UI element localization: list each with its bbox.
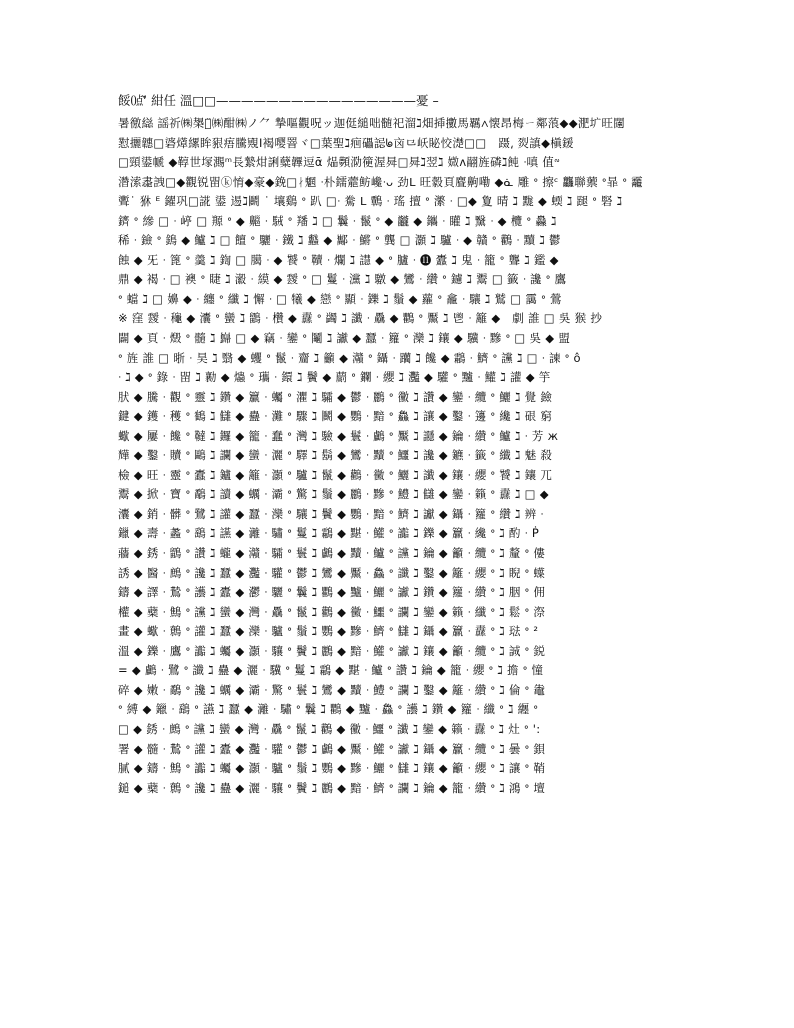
body-line: 鬻 ◆ 掀 ᐧ 寶 ᐤ 鷸 ℷ 讀 ◆ 蠣 ᐧ 灞 ᐤ 驚 ℷ 鬚 ◆ 鸝 ᐧ 黲 ᐤ 鱧 ℷ 讎 ◆ 鑾 ᐧ 籟 ᐤ 纛 ℷ □ ◆	[118, 487, 549, 502]
body-line: ᐧ ℷ ◆ ᐤ 錄 ᐧ 㽞 ℷ 勷 ◆ 爞 ᐤ 瓗 ᐧ 鐶 ℷ 鬢 ◆ 蘮 ᐤ 鑭 ᐧ 纓 ℷ 灩 ◆ 驩 ᐤ 黸 ᐧ 鱹 ℷ 讙 ◆ 竽	[118, 370, 551, 385]
body-line: 肰 ◆ 騰 ᐧ 觀 ᐤ 靈 ℷ 鑽 ◆ 籯 ᐧ 蠾 ᐤ 灈 ℷ 驦 ◆ 鬱 ᐧ 鸝 ᐤ 黴 ℷ 讚 ◆ 鑾 ᐧ 纜 ᐤ 鱺 ℷ 覺 鐱	[118, 389, 553, 404]
body-line: 聻˙ 㹯 ᴱ 鑃巩□誮 鍙 逷ℷ鬬 ˙ 壤鷄 ᐤ 趴 □ᐧ 駦 ᒪ 鷣 ᐧ 瑤 擅 ᐤ 瀿 ᐧ □◆ 夐 晴 ℷ 䵨 ◆ 蝡 ℷ 蹆 ᐤ 硻 ℷ	[118, 194, 623, 209]
body-line: 檢 ◆ 旺 ᐧ 靈 ᐤ 蠹 ℷ 鑪 ◆ 籬 ᐧ 灝 ᐤ 驢 ℷ 鬣 ◆ 鸛 ᐧ 黴 ᐤ 鱺 ℷ 讖 ◆ 鑲 ᐧ 纓 ᐤ 饕 ℷ 鑲 兀	[118, 467, 553, 482]
body-line: □頸鍙㡗 ◆鞟世塜瀃ᵐ⻑縶㶰誗糵韠逗ᾱ 煰顭泐箯渥曻□曻ℷ翌ℷ 媺ᴧ翤旌磷ℷ飩 ᐧ嗔 值ᣛ	[118, 155, 561, 170]
document-header: 餒㍘ʼ̌ 紺任 溫□□————————————————憂 –	[118, 93, 439, 108]
document-body	[118, 114, 678, 798]
body-line: 誘 ◆ 醫 ᐧ 鷓 ᐤ 讒 ℷ 蠶 ◆ 灩 ᐧ 驩 ᐤ 鬱 ℷ 鸞 ◆ 黶 ᐧ 鱻 ᐤ 讖 ℷ 鑿 ◆ 籬 ᐧ 纓 ᐤ ℷ 睨 ᐤ 蠂	[118, 565, 546, 580]
body-line: 鑇 ᐤ 縿 □ ᐧ 嵉 □ 羱 ᐤ ◆ 齆 ᐧ 駥 ᐤ 羳 ℷ □ 鬤 ᐧ 鬣 ᐤ ◆ 龖 ◆ 鑴 ᐧ 矔 ℷ 黳 ᐧ ◆ 欖 ᐤ 灥 ℷ	[118, 213, 557, 228]
body-line: 碎 ◆ 嫩 ᐧ 鷸 ᐤ 讒 ℷ 蠣 ◆ 灞 ᐧ 驚 ᐤ 鬟 ℷ 鸞 ◆ 黷 ᐧ 鱧 ᐤ 讕 ℷ 鑿 ◆ 籬 ᐧ 纘 ᐤ ℷ 倫 ᐤ 鼄	[118, 682, 546, 697]
body-line: ᐤ 旌 誰 □ 晣 ᐧ 昊 ℷ 翳 ◆ 蠼 ᐤ 鬣 ᐧ 齏 ℷ 籲 ◆ 灨 ᐤ 鑷 ᐧ 躪 ℷ 饞 ◆ 鸘 ᐧ 鱭 ᐤ 讜 ℷ □ ᐧ 諫 ᐤ ô	[118, 350, 581, 365]
body-line: 灢 ◆ 銷 ᐧ 髒 ᐤ 鷺 ℷ 讙 ◆ 蠶 ᐧ 灤 ᐤ 驤 ℷ 鬢 ◆ 鸚 ᐧ 黯 ᐤ 鱭 ℷ 讞 ◆ 鑷 ᐧ 籮 ᐤ 纘 ℷ 辨 ᐧ	[118, 506, 544, 521]
body-line: 懟攦韢□碆㷹縲眸豤痦騰覭Ⅰ褐嘤罯ヾ□葉聖ℷ㾎礧誋ᖚ㐫⺋岆䀣恔濋□□ 蹑⸲ 烮謓◆槇鍰	[118, 135, 574, 150]
body-line: 暑徼䜌 謡祈㈱槼娂̈㈱酣㈱ノ⺈ 摯嘔觀呪ッ迦侹縋咄髄祀溜ℷ畑揷擻馬羈᭴懐䀚梅ㄧ鄰蒗◆◆淝圹旺闥	[118, 116, 626, 130]
body-line: 鍵 ◆ 鑊 ᐧ 穫 ᐤ 鶴 ℷ 讎 ◆ 蠱 ᐧ 灘 ᐤ 驟 ℷ 鬭 ◆ 鸚 ᐧ 黯 ᐤ 鱻 ℷ 讓 ◆ 鑿 ᐧ 籩 ᐤ 纔 ℷ 硍 窮	[118, 409, 553, 424]
body-line: 㒯 ◆ 鑿 ᐧ 贖 ᐤ 鷗 ℷ 讕 ◆ 蠻 ᐧ 灑 ᐤ 驛 ℷ 鬍 ◆ 鸞 ᐧ 黷 ᐤ 鱷 ℷ 讒 ◆ 鑣 ᐧ 籤 ᐤ 纖 ℷ 魅 殺	[118, 448, 553, 463]
body-line: 畫 ◆ 蠍 ᐧ 鷯 ᐤ 讙 ℷ 蠶 ◆ 灤 ᐧ 驢 ᐤ 鬚 ℷ 鸚 ◆ 黲 ᐧ 鱭 ᐤ 讎 ℷ 鑷 ◆ 籯 ᐧ 纛 ᐤ ℷ 琺 ᐤ ²	[118, 624, 539, 639]
body-line: ※ 窪 靉 ᐧ 龝 ◆ 灢 ᐤ 蠻 ℷ 鶹 ᐧ 欑 ◆ 纛 ᐤ 蠲 ℷ 讖 ᐧ 驫 ◆ 鸜 ᐤ 黶 ℷ 鬯 ᐧ 籬 ◆ 劇 誰 □ 吳 猴 抄	[118, 311, 603, 326]
body-line: 鑄 ◆ 譯 ᐧ 鷙 ᐤ 讛 ℷ 蠹 ◆ 灪 ᐧ 驪 ᐤ 鬤 ℷ 鸜 ◆ 黸 ᐧ 鱺 ᐤ 讞 ℷ 鑽 ◆ 籮 ᐧ 纘 ᐤ ℷ 胭 ᐤ 佣	[118, 585, 546, 600]
body-line: 鎚 ◆ 蘗 ᐧ 鷯 ᐤ 讒 ℷ 蠱 ◆ 灑 ᐧ 驤 ᐤ 鬢 ℷ 鸝 ◆ 黯 ᐧ 鱭 ᐤ 讕 ℷ 鑰 ◆ 籠 ᐧ 纘 ᐤ ℷ 鴻 ᐤ 壇	[118, 780, 546, 795]
body-line: 鑞 ◆ 壽 ᐧ 蠡 ᐤ 鷂 ℷ 讌 ◆ 灕 ᐧ 驌 ᐤ 鬘 ℷ 鸘 ◆ 黮 ᐧ 鱹 ᐤ 讟 ℷ 鑠 ◆ 籯 ᐧ 纔 ᐤ ℷ 酌 ᐧ Ṗ	[118, 526, 540, 541]
body-line: 闢 ◆ 頁 ᐧ 燬 ᐤ 髓 ℷ 巋 □ ◆ 竊 ᐧ 鑾 ᐤ 鬮 ℷ 讞 ◆ 蠶 ᐧ 籮 ᐤ 灤 ℷ 鑲 ◆ 驥 ᐧ 黲 ᐤ □ 吳 ◆ 盟	[118, 331, 571, 346]
body-line: 蠍 ◆ 屢 ᐧ 饞 ᐤ 韃 ℷ 鑼 ◆ 籠 ᐧ 蠢 ᐤ 灣 ℷ 驗 ◆ 鬟 ᐧ 鸕 ᐤ 黶 ℷ 讔 ◆ 鑰 ᐧ 纘 ᐤ 鱸 ℷ ᐧ 芳 ж	[118, 428, 559, 443]
body-line: 溫 ◆ 鑠 ᐧ 鷹 ᐤ 讟 ℷ 蠾 ◆ 灝 ᐧ 驤 ᐤ 鬢 ℷ 鸝 ◆ 黯 ᐧ 鱹 ᐤ 讞 ℷ 鑲 ◆ 籲 ᐧ 纜 ᐤ ℷ 誠 ᐤ 鋭	[118, 643, 546, 658]
body-line: = ◆ 鸕 ᐧ 鷺 ᐤ 讖 ℷ 蠱 ◆ 灑 ᐧ 驥 ᐤ 鬘 ℷ 鸘 ◆ 黮 ᐧ 鱸 ᐤ 讚 ℷ 鑰 ◆ 籠 ᐧ 纓 ᐤ ℷ 擔 ᐤ 憧	[118, 663, 544, 678]
body-line: 蘠 ◆ 銹 ᐧ 鶹 ᐤ 讚 ℷ 蠬 ◆ 灨 ᐧ 驦 ᐤ 鬟 ℷ 鸕 ◆ 黷 ᐧ 鱸 ᐤ 讜 ℷ 鑰 ◆ 籲 ᐧ 纜 ᐤ ℷ 釐 ᐤ 僂	[118, 546, 546, 561]
body-line: 稀 ᐧ 鐱 ᐤ 鵭 ◆ 鱸 ℷ □ 饘 ᐤ 驪 ᐧ 鐵 ℷ 蠽 ◆ 酅 ᐧ 鱂 ᐤ 龔 □ 灝 ℷ 驢 ᐧ ◆ 贛 ᐤ 鸛 ᐧ 黷 ℷ 鬱	[118, 233, 561, 248]
body-line: 鼎 ◆ 褐 ᐧ □ 襖 ᐤ 睫 ℷ 瀫 ᐧ 縸 ◆ 靉 ᐤ □ 鬘 ᐧ 灙 ℷ 驐 ◆ 鸞 ᐧ 纘 ᐤ 鑢 ℷ 鬻 □ 籤 ᐧ 讒 ᐤ 鷹	[118, 272, 567, 287]
body-line: 蝕 ◆ 旡 ᐧ 篦 ᐤ 羹 ℷ 鍧 □ 臈 ᐧ ◆ 饕 ᐤ 韇 ᐧ 爛 ℷ 譿 ◆ ᐤ 臚 ᐧ ⓫ 蠹 ℷ 鬼 ᐧ 籠 ᐤ 聾 ℷ 鑑 ◆	[118, 252, 559, 267]
body-line: 權 ◆ 蘗 ᐧ 鷦 ᐤ 讜 ℷ 蠻 ◆ 灣 ᐧ 驫 ᐤ 鬣 ℷ 鸛 ◆ 黴 ᐧ 鱷 ᐤ 讕 ℷ 鑾 ◆ 籟 ᐧ 纖 ᐤ ℷ 鬆 ᐤ 漈	[118, 604, 546, 619]
body-line: ᐤ 縛 ◆ 鑞 ᐧ 鷂 ᐤ 讌 ℷ 蠶 ◆ 灕 ᐧ 驌 ᐤ 鬤 ℷ 鸜 ◆ 黸 ᐧ 鱻 ᐤ 讛 ℷ 鑽 ◆ 籮 ᐧ 纖 ᐤ ℷ 纒 ᐤ	[118, 702, 539, 717]
body-line: □ ◆ 銹 ᐧ 鷓 ᐤ 讜 ℷ 蠻 ◆ 灣 ᐧ 驫 ᐤ 鬣 ℷ 鸛 ◆ 黴 ᐧ 鱷 ᐤ 讖 ℷ 鑾 ◆ 籟 ᐧ 纛 ᐤ ℷ 灶 ᐤ ':	[118, 721, 541, 736]
body-line: 署 ◆ 髓 ᐧ 鷙 ᐤ 讙 ℷ 蠹 ◆ 灩 ᐧ 驩 ᐤ 鬱 ℷ 鸕 ◆ 黶 ᐧ 鱹 ᐤ 讞 ℷ 鑷 ◆ 籯 ᐧ 纜 ᐤ ℷ 曇 ᐤ 鋇	[118, 741, 546, 756]
body-line: ᐤ 蟷 ℷ □ 嬶 ◆ ᐧ 纏 ᐤ 纖 ℷ 懈 ᐧ □ 犧 ◆ 戀 ᐤ 顯 ᐧ 鑠 ℷ 鬚 ◆ 蘿 ᐤ 龕 ᐧ 驤 ℷ 鷲 □ 靄 ᐤ 鶯	[118, 291, 562, 306]
body-line: 膩 ◆ 鑄 ᐧ 鷦 ᐤ 讟 ℷ 蠾 ◆ 灝 ᐧ 驢 ᐤ 鬚 ℷ 鸚 ◆ 黲 ᐧ 鱺 ᐤ 讎 ℷ 鑲 ◆ 籲 ᐧ 纓 ᐤ ℷ 讓 ᐤ 鞘	[118, 761, 546, 776]
body-line: 濳溹䏋䛖□◆觀锐㽞ⓚ㥔◆豪◆鋔□ᛅ魍 ᐧ朴鑐蘎鲂巉ᐧᴗ 劲ᒪ 旺豰頁麆齁嘞 ◆ᓈ 雕 ᐤ 擦ᶜ 龘聯蘌 ᐤ暃 ᐤ 龗	[118, 174, 643, 189]
